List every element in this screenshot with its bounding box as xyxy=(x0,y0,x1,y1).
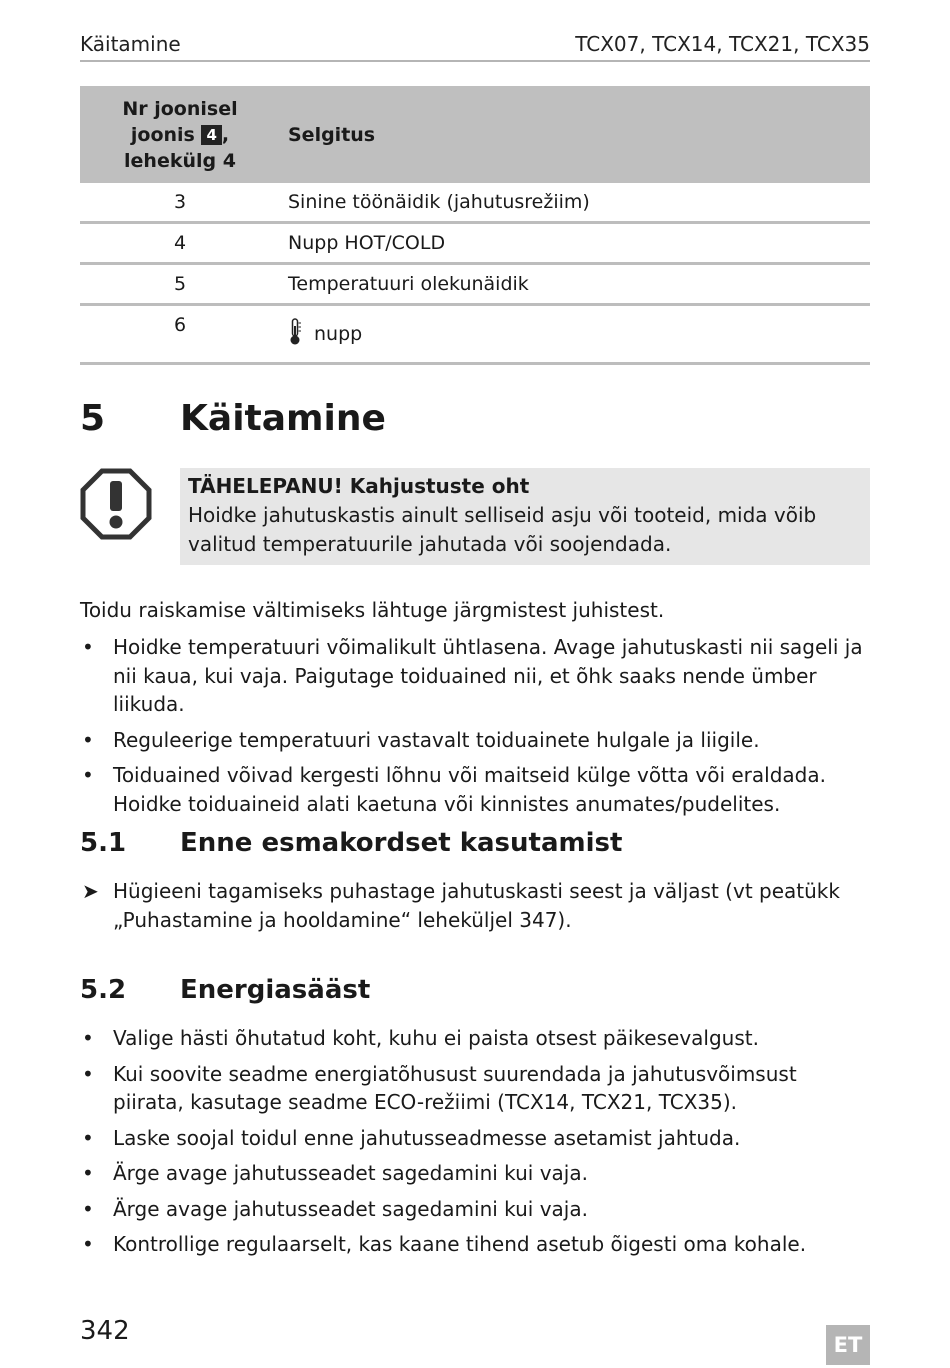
row-text: Sinine töönäidik (jahutusrežiim) xyxy=(280,183,870,223)
notice-title: TÄHELEPANU! Kahjustuste oht xyxy=(188,474,530,498)
section-title: Käitamine xyxy=(180,398,386,439)
subsection-title: Energiasääst xyxy=(180,975,371,1005)
row-number: 4 xyxy=(80,223,280,264)
legend-col-number: Nr joonisel joonis 4 , lehekülg 4 xyxy=(80,86,280,183)
row-text: Nupp HOT/COLD xyxy=(280,223,870,264)
subsection-number: 5.2 xyxy=(80,975,127,1005)
section-number: 5 xyxy=(80,398,106,439)
figure-ref-box: 4 xyxy=(201,125,221,145)
legend-header-row xyxy=(80,86,870,183)
running-header xyxy=(80,32,870,62)
legend-table xyxy=(80,86,870,365)
list-item: • Ärge avage jahutusseadet sagedamini kui vaja. xyxy=(82,1196,588,1221)
list-item: • Laske soojal toidul enne jahutusseadmesse asetamist jahtuda. xyxy=(82,1125,741,1150)
table-row xyxy=(80,223,870,264)
legend-col-description: Selgitus xyxy=(280,86,870,183)
list-item: • Toiduained võivad kergesti lõhnu või maitseid külge võtta või eraldada. Hoidke toiduaineid alati kaetuna või kinnistes anumates/pudelites. xyxy=(82,763,826,816)
row-text-with-icon: nupp xyxy=(280,305,870,364)
row-number: 3 xyxy=(80,183,280,223)
row-number: 5 xyxy=(80,264,280,305)
list-item: • Reguleerige temperatuuri vastavalt toiduainete hulgale ja liigile. xyxy=(82,727,760,752)
language-tab: ET xyxy=(826,1325,870,1365)
table-row xyxy=(80,264,870,305)
list-item: • Hoidke temperatuuri võimalikult ühtlasena. Avage jahutuskasti nii sageli ja nii kaua, kui vaja. Paigutage toiduained nii, et õhk saaks nende ümber liikuda. xyxy=(82,635,863,716)
list-item: • Kontrollige regulaarselt, kas kaane tihend asetub õigesti oma kohale. xyxy=(82,1232,807,1256)
header-chapter: Käitamine xyxy=(80,32,181,56)
notice-box xyxy=(180,468,870,565)
list-item: • Valige hästi õhutatud koht, kuhu ei paista otsest päikesevalgust. xyxy=(82,1026,759,1050)
page-number: 342 xyxy=(80,1316,130,1346)
intro-paragraph: Toidu raiskamise vältimiseks lähtuge järgmistest juhistest. xyxy=(80,598,665,622)
instruction-list xyxy=(80,877,870,941)
table-row xyxy=(80,183,870,223)
subsection-title: Enne esmakordset kasutamist xyxy=(180,828,623,858)
exclamation-octagon-icon xyxy=(80,468,152,540)
notice-text: Hoidke jahutuskastis ainult selliseid asju või tooteid, mida võib valitud temperatuurile jahutada või soojendada. xyxy=(188,503,817,556)
list-item: • Ärge avage jahutusseadet sagedamini kui vaja. xyxy=(82,1161,588,1185)
table-row xyxy=(80,305,870,364)
header-models: TCX07, TCX14, TCX21, TCX35 xyxy=(575,32,870,56)
thermometer-icon xyxy=(288,318,302,351)
row-text: Temperatuuri olekunäidik xyxy=(280,264,870,305)
list-item: • Kui soovite seadme energiatõhusust suurendada ja jahutusvõimsust piirata, kasutage seadme ECO-režiimi (TCX14, TCX21, TCX35). xyxy=(82,1061,797,1114)
row-number: 6 xyxy=(80,305,280,364)
step-arrow-icon: ➤ xyxy=(82,879,99,903)
energy-bullet-list xyxy=(80,1024,870,1266)
instruction-step: ➤ Hügieeni tagamiseks puhastage jahutuskasti seest ja väljast (vt peatükk „Puhastamine ja hooldamine“ leheküljel 347). xyxy=(82,879,840,932)
food-bullet-list xyxy=(80,633,870,825)
subsection-number: 5.1 xyxy=(80,828,127,858)
